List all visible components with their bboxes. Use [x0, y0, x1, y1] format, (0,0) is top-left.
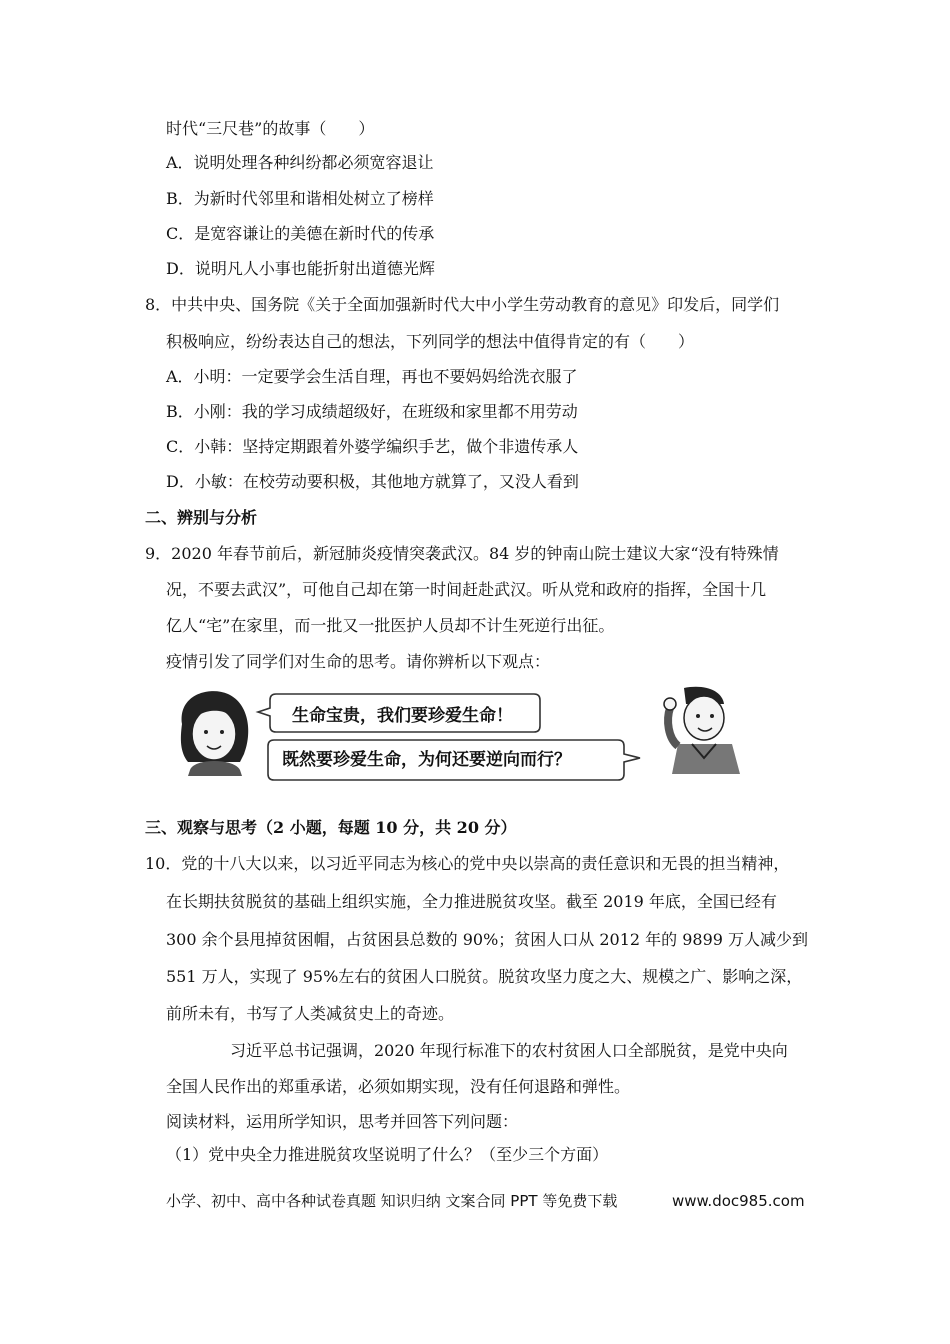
q10-line6: 习近平总书记强调，2020 年现行标准下的农村贫困人口全部脱贫，是党中央向 [230, 1041, 788, 1060]
boy-figure-icon [664, 687, 740, 774]
q9-line3: 亿人“宅”在家里，而一批又一批医护人员却不计生死逆行出征。 [166, 616, 615, 635]
bubble1-text: 生命宝贵，我们要珍爱生命！ [292, 706, 513, 726]
q10-line8: 阅读材料，运用所学知识，思考并回答下列问题： [166, 1112, 519, 1131]
q7-stem: 时代“三尺巷”的故事（ ） [166, 119, 375, 138]
girl-figure-icon [181, 691, 248, 776]
section3-title: 三、观察与思考（2 小题，每题 10 分，共 20 分） [145, 818, 517, 837]
bubble2-text: 既然要珍爱生命，为何还要逆向而行？ [282, 750, 571, 770]
q10-line4: 551 万人，实现了 95%左右的贫困人口脱贫。脱贫攻坚力度之大、规模之广、影响之深， [166, 967, 803, 986]
footer-left-text: 小学、初中、高中各种试卷真题 知识归纳 文案合同 PPT 等免费下载 [166, 1192, 618, 1210]
q7-option-a: A．说明处理各种纠纷都必须宽容退让 [166, 153, 434, 172]
section2-title: 二、辨别与分析 [145, 508, 258, 527]
q10-line2: 在长期扶贫脱贫的基础上组织实施，全力推进脱贫攻坚。截至 2019 年底，全国已经有 [166, 892, 777, 911]
q9-line2: 况，不要去武汉”，可他自己却在第一时间赶赴武汉。听从党和政府的指挥，全国十几 [166, 580, 767, 599]
q8-option-a: A．小明：一定要学会生活自理，再也不要妈妈给洗衣服了 [166, 367, 578, 386]
q10-line9: （1）党中央全力推进脱贫攻坚说明了什么？（至少三个方面） [166, 1145, 609, 1164]
q10-line3: 300 余个县甩掉贫困帽，占贫困县总数的 90%；贫困人口从 2012 年的 9899 万人减少到 [166, 930, 809, 949]
q10-line1: 10．党的十八大以来，以习近平同志为核心的党中央以崇高的责任意识和无畏的担当精神， [145, 854, 790, 873]
q7-option-b: B．为新时代邻里和谐相处树立了榜样 [166, 189, 434, 208]
q8-option-c: C．小韩：坚持定期跟着外婆学编织手艺，做个非遗传承人 [166, 437, 579, 456]
q8-stem-line1: 8．中共中央、国务院《关于全面加强新时代大中小学生劳动教育的意见》印发后，同学们 [145, 295, 780, 314]
q10-line5: 前所未有，书写了人类减贫史上的奇迹。 [166, 1004, 455, 1023]
q9-line4: 疫情引发了同学们对生命的思考。请你辨析以下观点： [166, 652, 551, 671]
q8-stem-line2: 积极响应，纷纷表达自己的想法，下列同学的想法中值得肯定的有（ ） [166, 332, 695, 351]
q8-option-b: B．小刚：我的学习成绩超级好，在班级和家里都不用劳动 [166, 402, 578, 421]
footer-website: www.doc985.com [672, 1192, 805, 1210]
q9-line1: 9．2020 年春节前后，新冠肺炎疫情突袭武汉。84 岁的钟南山院士建议大家“没有特殊情 [145, 544, 779, 563]
q7-option-d: D．说明凡人小事也能折射出道德光辉 [166, 259, 435, 278]
q10-line7: 全国人民作出的郑重承诺，必须如期实现，没有任何退路和弹性。 [166, 1077, 631, 1096]
q7-option-c: C．是宽容谦让的美德在新时代的传承 [166, 224, 435, 243]
q8-option-d: D．小敏：在校劳动要积极，其他地方就算了，又没人看到 [166, 472, 579, 491]
